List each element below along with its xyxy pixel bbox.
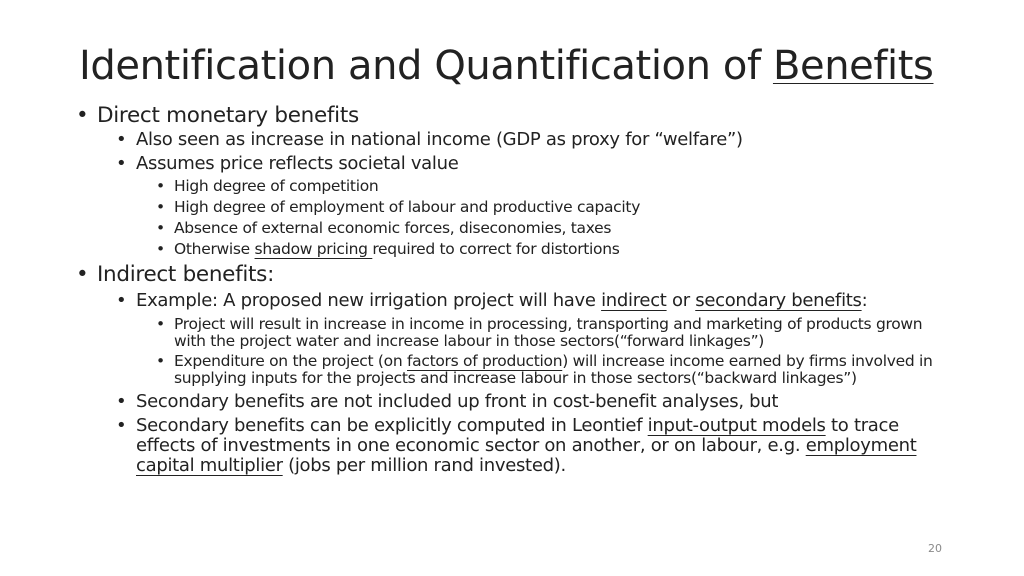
employment-capital-multiplier-term: employment capital multiplier [136,435,917,476]
list-item-indirect-benefits: • Indirect benefits: [76,262,275,287]
input-output-models-term: input-output models [647,415,826,436]
secondary-benefits-term: secondary benefits [695,290,862,311]
bullet-icon: • [156,219,165,237]
shadow-pricing-term: shadow pricing [254,240,373,258]
title-text: Identification and Quantification of [79,43,773,89]
bullet-icon: • [116,415,127,436]
list-item-competition: • High degree of competition [156,177,379,195]
list-item-irrigation-example: • Example: A proposed new irrigation project will have indirect or secondary benefits: [116,290,868,311]
bullet-icon: • [156,198,165,216]
list-item-forward-linkages: • Project will result in increase in income in processing, transporting and marketing of products grown with the project water and increase labour in those sectors(“forward linkages”) [156,315,923,350]
factors-of-production-term: factors of production [407,352,563,370]
list-item-external-forces: • Absence of external economic forces, diseconomies, taxes [156,219,612,237]
list-item-shadow-pricing: • Otherwise shadow pricing required to correct for distortions [156,240,620,258]
bullet-icon: • [116,290,127,311]
list-item-national-income: • Also seen as increase in national income (GDP as proxy for “welfare”) [116,129,743,150]
list-item-price-assumption: • Assumes price reflects societal value [116,153,459,174]
bullet-icon: • [156,240,165,258]
title-underlined-word: Benefits [772,43,934,89]
bullet-icon: • [116,391,127,412]
slide-title [79,40,933,92]
bullet-icon: • [156,315,165,333]
bullet-icon: • [76,103,89,128]
bullet-icon: • [116,153,127,174]
list-item-backward-linkages: • Expenditure on the project (on factors of production) will increase income earned by firms involved in supplying inputs for the projects and increase labour in those sectors(“backward linkages”) [156,352,933,387]
bullet-icon: • [156,352,165,370]
indirect-term: indirect [601,290,667,311]
page-number: 20 [928,542,942,555]
bullet-list [74,103,954,476]
list-item-direct-benefits: • Direct monetary benefits [76,103,359,128]
bullet-icon: • [116,129,127,150]
bullet-icon: • [156,177,165,195]
bullet-icon: • [76,262,89,287]
list-item-secondary-not-included: • Secondary benefits are not included up front in cost-benefit analyses, but [116,391,779,412]
list-item-employment: • High degree of employment of labour and productive capacity [156,198,641,216]
list-item-leontief-models: • Secondary benefits can be explicitly computed in Leontief input-output models to trace effects of investments in one economic sector on another, or on labour, e.g. employment capital multiplier (jobs per million rand invested). [116,415,917,476]
